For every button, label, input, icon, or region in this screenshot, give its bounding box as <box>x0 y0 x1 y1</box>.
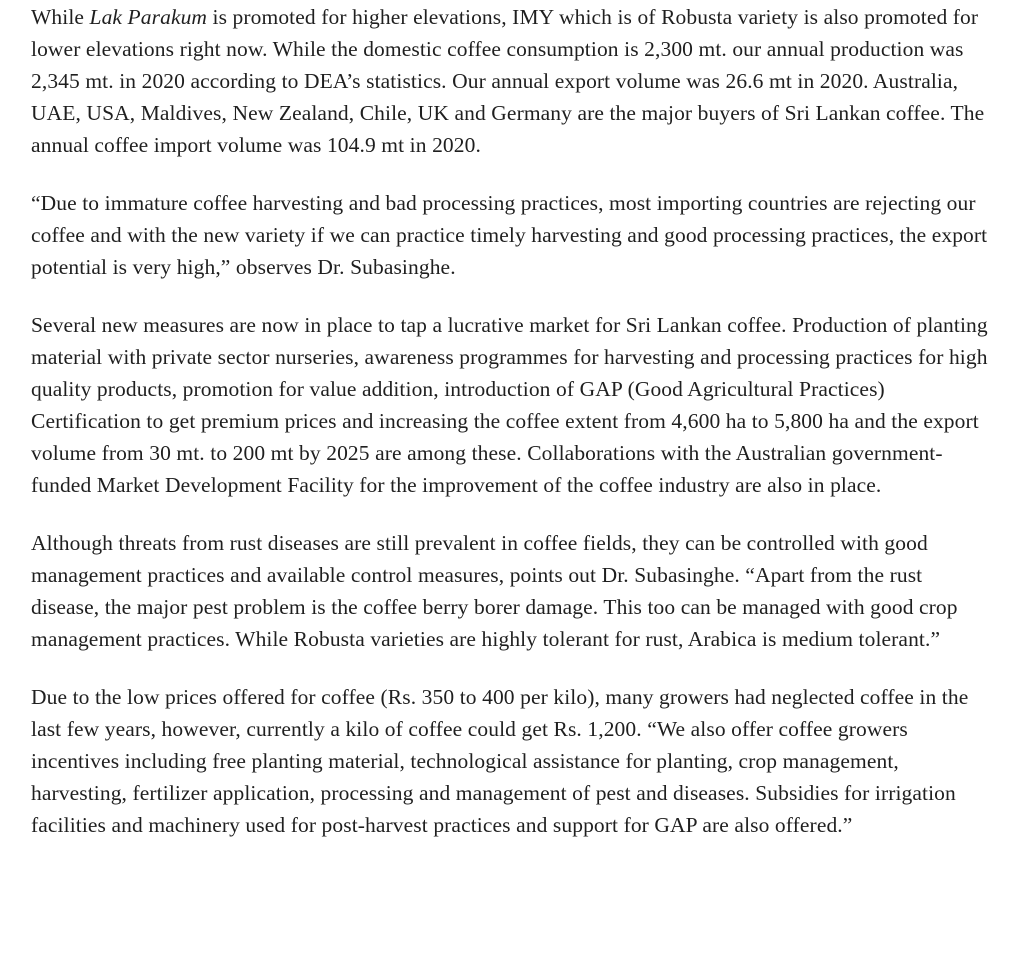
paragraph-quote-processing <box>31 187 992 283</box>
paragraph-coffee-varieties <box>31 1 992 161</box>
italic-crop-name: Lak Parakum <box>89 5 208 29</box>
paragraph-text-segment: Although threats from rust diseases are still prevalent in coffee fields, they can be controlled with good management practices and available control measures, points out Dr. Subasinghe. “Apart from the rust disease, the major pest problem is the coffee berry borer damage. This too can be managed with good crop management practices. While Robusta varieties are highly tolerant for rust, Arabica is medium tolerant.” <box>31 531 958 651</box>
article-body <box>31 1 992 841</box>
paragraph-rust-diseases <box>31 527 992 655</box>
paragraph-text-segment: Due to the low prices offered for coffee (Rs. 350 to 400 per kilo), many growers had neglected coffee in the last few years, however, currently a kilo of coffee could get Rs. 1,200. “We also offer coffee growers incentives including free planting material, technological assistance for planting, crop management, harvesting, fertilizer application, processing and management of pest and diseases. Subsidies for irrigation facilities and machinery used for post-harvest practices and support for GAP are also offered.” <box>31 685 969 837</box>
paragraph-prices-incentives <box>31 681 992 841</box>
paragraph-text-segment: While <box>31 5 90 29</box>
paragraph-new-measures <box>31 309 992 501</box>
paragraph-text-segment: “Due to immature coffee harvesting and bad processing practices, most importing countries are rejecting our coffee and with the new variety if we can practice timely harvesting and good processing practices, the export potential is very high,” observes Dr. Subasinghe. <box>31 191 988 279</box>
paragraph-text-segment: Several new measures are now in place to tap a lucrative market for Sri Lankan coffee. Production of planting material with private sector nurseries, awareness programmes for harvesting and processing practices for high quality products, promotion for value addition, introduction of GAP (Good Agricultural Practices) Certification to get premium prices and increasing the coffee extent from 4,600 ha to 5,800 ha and the export volume from 30 mt. to 200 mt by 2025 are among these. Collaborations with the Australian government-funded Market Development Facility for the improvement of the coffee industry are also in place. <box>31 313 988 497</box>
paragraph-text-segment: is promoted for higher elevations, IMY which is of Robusta variety is also promoted for lower elevations right now. While the domestic coffee consumption is 2,300 mt. our annual production was 2,345 mt. in 2020 according to DEA’s statistics. Our annual export volume was 26.6 mt in 2020. Australia, UAE, USA, Maldives, New Zealand, Chile, UK and Germany are the major buyers of Sri Lankan coffee. The annual coffee import volume was 104.9 mt in 2020. <box>31 5 985 157</box>
